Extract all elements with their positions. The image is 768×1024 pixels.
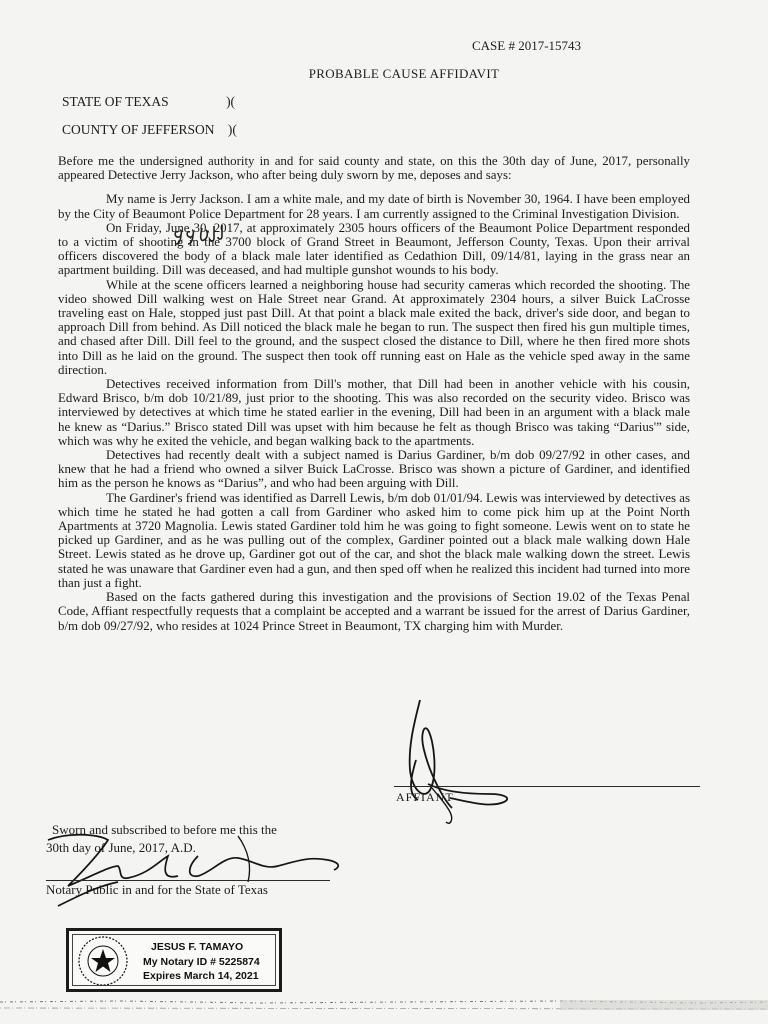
venue-county-label: COUNTY OF JEFFERSON xyxy=(62,122,215,137)
affiant-signature-line xyxy=(394,786,700,787)
affidavit-body xyxy=(58,154,690,633)
notary-id: My Notary ID # 5225874 xyxy=(143,955,260,968)
venue-state xyxy=(62,94,235,110)
notary-seal-icon xyxy=(77,935,129,987)
body-paragraph: Based on the facts gathered during this investigation and the provisions of Section 19.02 of the Texas Penal Code, Affiant respectfully requests that a complaint be accepted and a warrant be issued for the arrest of Darius Gardiner, b/m dob 09/27/92, who resides at 1024 Prince Street in Beaumont, TX charging him with Murder. xyxy=(58,590,690,633)
body-paragraph: While at the scene officers learned a neighboring house had security cameras which recorded the shooting. The video showed Dill walking west on Hale Street near Grand. At approximately 2304 hours, a silver Buick LaCrosse traveling east on Hale, stopped just past Dill. At that point a black male exited the back, driver's side door, and began to approach Dill from behind. As Dill noticed the black male he began to run. The suspect then fired his gun multiple times, and chased after Dill. Dill feel to the ground, and the suspect closed the distance to Dill, where he then fired more shots into Dill as he laid on the ground. The suspect then took off running east on Hale as the vehicle sped away in the same direction. xyxy=(58,277,690,377)
affiant-signature xyxy=(380,690,530,840)
notary-stamp xyxy=(66,928,282,992)
notary-signature-line xyxy=(46,880,330,881)
venue-state-label: STATE OF TEXAS xyxy=(62,94,169,109)
body-paragraph: My name is Jerry Jackson. I am a white male, and my date of birth is November 30, 1964. I have been employed by the City of Beaumont Police Department for 28 years. I am currently assigned to the Criminal Investigation Division. xyxy=(58,192,690,221)
notary-expiration: Expires March 14, 2021 xyxy=(143,970,259,982)
notary-name: JESUS F. TAMAYO xyxy=(151,941,244,953)
jurat-line-2: 30th day of June, 2017, A.D. xyxy=(46,840,196,855)
notary-stamp-text xyxy=(143,940,277,984)
scan-artifact xyxy=(0,996,768,1024)
affiant-label: AFFIANT xyxy=(396,790,454,804)
venue-county xyxy=(62,122,237,138)
notary-label: Notary Public in and for the State of Texas xyxy=(46,882,268,897)
intro-paragraph: Before me the undersigned authority in and for said county and state, on this the 30th day of June, 2017, personally appeared Detective Jerry Jackson, who after being duly sworn by me, deposes and says: xyxy=(58,154,690,183)
body-paragraph: On Friday, June 30, 2017, at approximately 2305 hours officers of the Beaumont Police Department responded to a victim of shooting in the 3700 block of Grand Street in Beaumont, Jefferson County, Texas. Upon their arrival officers discovered the body of a black male later identified as Cedathion Dill, 09/14/81, laying in the grass near an apartment building. Dill was deceased, and had multiple gunshot wounds to his body. xyxy=(58,220,690,278)
body-paragraph: The Gardiner's friend was identified as Darrell Lewis, b/m dob 01/01/94. Lewis was interviewed by detectives as which time he stated he had gotten a call from Gardiner who asked him to come pick him up at the Point North Apartments at 3720 Magnolia. Lewis stated Gardiner told him he was going to fight someone. Lewis went on to state he picked up Gardiner, and as he was pulling out of the complex, Gardiner pointed out a black male walking down Hale Street. Lewis stated as he drove up, Gardiner got out of the car, and shot the black male walking down the street. Lewis stated he was unaware that Gardiner even had a gun, and then sped off when he realized this incident had turned into more than just a fight. xyxy=(58,490,690,590)
jurat-line-1: Sworn and subscribed to before me this the xyxy=(52,822,277,837)
venue-county-mark: )( xyxy=(227,122,237,137)
body-paragraph: Detectives had recently dealt with a subject named is Darius Gardiner, b/m dob 09/27/92 in other cases, and knew that he had a friend who owned a silver Buick LaCrosse. Brisco was shown a picture of Gardiner, and identified him as the person he knows as “Darius”, and who had been arguing with Dill. xyxy=(58,448,690,491)
case-number: CASE # 2017-15743 xyxy=(472,38,582,53)
venue-state-mark: )( xyxy=(226,94,236,109)
body-paragraph: Detectives received information from Dill's mother, that Dill had been in another vehicle with his cousin, Edward Brisco, b/m dob 10/21/89, just prior to the shooting. This was also recorded on the security video. Brisco was interviewed by detectives at which time he stated earlier in the evening, Dill had been in an argument with a black male he knew as “Darius.” Brisco stated Dill was upset with him because he felt as though Brisco was taking “Darius'” side, which was why he exited the vehicle, and began walking back to the apartments. xyxy=(58,377,690,448)
document-title: PROBABLE CAUSE AFFIDAVIT xyxy=(308,66,500,81)
